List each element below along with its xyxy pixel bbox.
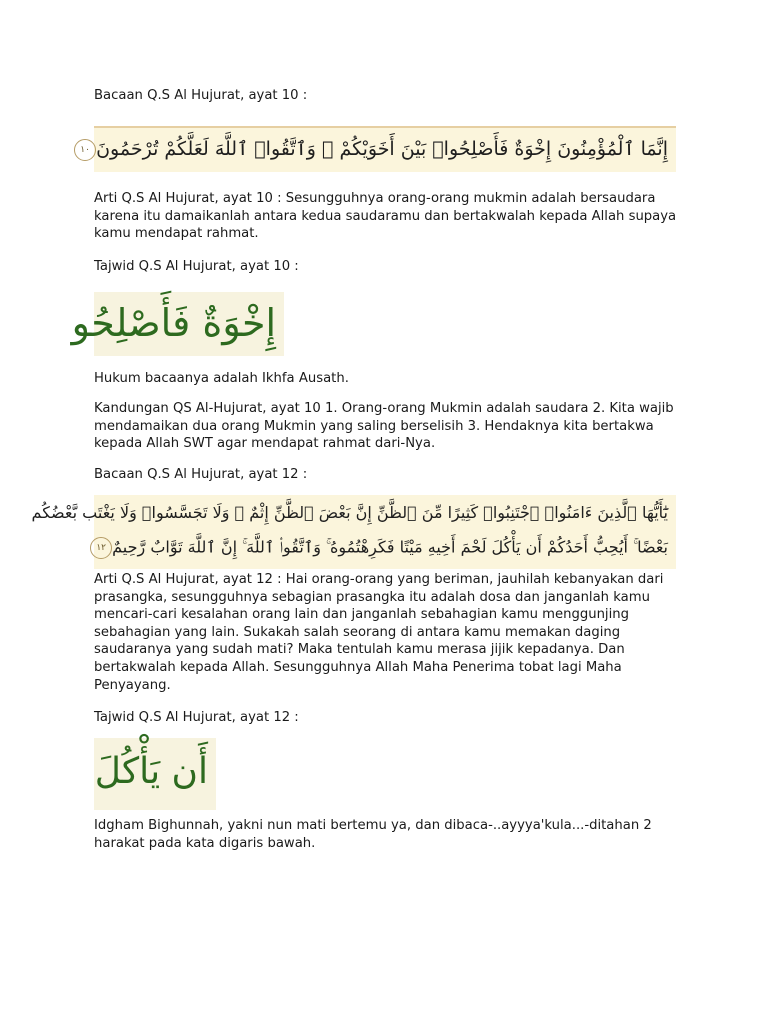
tajwid-ayat-10-text: إِخْوَةٌ فَأَصْلِحُو — [71, 301, 276, 345]
tajwid-heading-ayat-12: Tajwid Q.S Al Hujurat, ayat 12 : — [94, 710, 299, 725]
hukum-ayat-10: Hukum bacaanya adalah Ikhfa Ausath. — [94, 371, 349, 386]
arabic-ayat-12-image — [31, 495, 676, 569]
idgham-ayat-12: Idgham Bighunnah, yakni nun mati bertemu ya, dan dibaca-..ayyya'kula...-ditahan 2 harakat pada kata digaris bawah. — [94, 818, 652, 851]
tajwid-heading-ayat-10: Tajwid Q.S Al Hujurat, ayat 10 : — [94, 259, 299, 274]
ayah-number-12: ١٢ — [90, 537, 112, 559]
arti-ayat-10: Arti Q.S Al Hujurat, ayat 10 : Sesungguhnya orang-orang mukmin adalah bersaudara karena itu damaikanlah antara kedua saudaramu dan bertakwalah kepada Allah supaya kamu mendapat rahmat. — [94, 191, 677, 242]
arti-ayat-12: Arti Q.S Al Hujurat, ayat 12 : Hai orang-orang yang beriman, jauhilah kebanyakan dari prasangka, sesungguhnya sebagian prasangka itu adalah dosa dan janganlah kamu mencari-cari kesalahan orang lain dan janganlah sebahagian kamu menggunjing sebahagian yang lain. Sukakah salah seorang di antara kamu memakan daging saudaranya yang sudah mati? Maka tentulah kamu merasa jijik kepadanya. Dan bertakwalah kepada Allah. Sesungguhnya Allah Maha Penerima tobat lagi Maha Penyayang. — [94, 572, 664, 693]
arabic-ayat-10-image — [80, 126, 676, 172]
ayah-number-10: ١٠ — [74, 139, 96, 161]
heading-ayat-12: Bacaan Q.S Al Hujurat, ayat 12 : — [94, 467, 308, 482]
top-divider — [94, 126, 676, 128]
arabic-ayat-10-text: إِنَّمَا ٱلْمُؤْمِنُونَ إِخْوَةٌ فَأَصْلِحُوا۟ بَيْنَ أَخَوَيْكُمْ ۚ وَٱتَّقُوا۟ ٱللَّهَ لَعَلَّكُمْ تُرْحَمُونَ — [96, 138, 668, 160]
tajwid-ayat-10-image — [71, 292, 284, 356]
heading-ayat-10: Bacaan Q.S Al Hujurat, ayat 10 : — [94, 88, 308, 103]
tajwid-ayat-12-image — [94, 738, 216, 810]
kandungan-ayat-10: Kandungan QS Al-Hujurat, ayat 10 1. Orang-orang Mukmin adalah saudara 2. Kita wajib mendamaikan dua orang Mukmin yang saling berselisih 3. Hendaknya kita bertakwa kepada Allah SWT agar mendapat rahmat dari-Nya. — [94, 401, 674, 452]
arabic-ayat-12-line-1: يَٰٓأَيُّهَا ٱلَّذِينَ ءَامَنُوا۟ ٱجْتَنِبُوا۟ كَثِيرًا مِّنَ ٱلظَّنِّ إِنَّ بَعْضَ ٱلظَّنِّ إِثْمٌ ۖ وَلَا تَجَسَّسُوا۟ وَلَا يَغْتَب بَّعْضُكُم — [31, 503, 668, 522]
arabic-ayat-12-line-2: بَعْضًا ۚ أَيُحِبُّ أَحَدُكُمْ أَن يَأْكُلَ لَحْمَ أَخِيهِ مَيْتًا فَكَرِهْتُمُوهُ ۚ وَٱتَّقُوا۟ ٱللَّهَ ۚ إِنَّ ٱللَّهَ تَوَّابٌ رَّحِيمٌ — [112, 537, 668, 557]
tajwid-ayat-12-text: أَن يَأْكُلَ — [94, 751, 208, 792]
